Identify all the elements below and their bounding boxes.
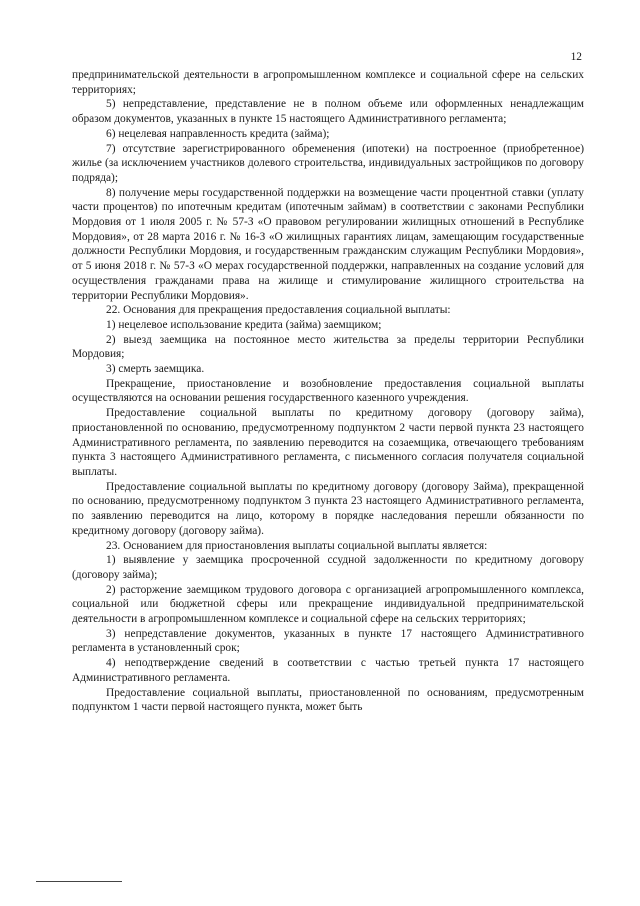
paragraph: 1) выявление у заемщика просроченной ссудной задолженности по кредитному договору (договору займа); [72,554,584,581]
paragraph: Предоставление социальной выплаты по кредитному договору (договору Займа), прекращенной по основанию, предусмотренному подпунктом 3 пункта 23 настоящего Административного регламента, по заявлению переводится на лицо, которому в порядке наследования перешли обязанности по кредитному договору (договору займа). [72,480,584,537]
paragraph: 2) расторжение заемщиком трудового договора с организацией агропромышленного комплекса, социальной или бюджетной сферы или прекращение индивидуальной предпринимательской деятельности в агропромышленном комплексе и социальной сфере на сельских территориях; [72,583,584,626]
paragraph: 3) непредставление документов, указанных в пункте 17 настоящего Административного регламента в установленный срок; [72,627,584,655]
paragraph: 4) неподтверждение сведений в соответствии с частью третьей пункта 17 настоящего Административного регламента. [72,657,584,684]
document-body [72,68,584,715]
paragraph: 6) нецелевая направленность кредита (займа); [106,127,330,140]
footer-rule [36,881,122,882]
paragraph: 2) выезд заемщика на постоянное место жительства за пределы территории Республики Мордовия; [72,333,584,361]
paragraph: Предоставление социальной выплаты, приостановленной по основаниям, предусмотренным подпунктом 1 части первой настоящего пункта, может быть [72,686,584,714]
page-number: 12 [570,51,582,63]
paragraph: Предоставление социальной выплаты по кредитному договору (договору займа), приостановленной по основанию, предусмотренному подпунктом 2 части первой пункта 23 настоящего Административного регламента, по заявлению переводится на созаемщика, отвечающего требованиям пункта 3 настоящего Административного регламента, с письменного согласия получателя социальной выплаты. [72,407,584,478]
paragraph: Прекращение, приостановление и возобновление предоставления социальной выплаты осуществляются на основании решения государственного казенного учреждения. [72,377,584,405]
paragraph: 3) смерть заемщика. [106,363,205,376]
paragraph: 22. Основания для прекращения предоставления социальной выплаты: [106,304,451,317]
paragraph: 23. Основанием для приостановления выплаты социальной выплаты является: [106,539,488,552]
paragraph: 1) нецелевое использование кредита (займа) заемщиком; [106,318,382,331]
paragraph: 8) получение меры государственной поддержки на возмещение части процентной ставки (уплату части процентов) по ипотечным кредитам (ипотечным займам) в соответствии с законами Республики Мордовия от 1 июля 2005 г. № 57-З «О правовом регулировании жилищных отношений в Республике Мордовия», от 28 марта 2016 г. № 16-З «О жилищных гарантиях лицам, замещающим государственные должности Республики Мордовия, и государственным гражданским служащим Республики Мордовия», от 5 июня 2018 г. № 57-З «О мерах государственной поддержки, направленных на создание условий для осуществления гражданами права на жилище и стимулирование жилищного строительства на территории Республики Мордовия». [72,186,584,302]
paragraph: 5) непредставление, представление не в полном объеме или оформленных ненадлежащим образом документов, указанных в пункте 15 настоящего Административного регламента; [72,98,584,126]
paragraph: 7) отсутствие зарегистрированного обременения (ипотеки) на построенное (приобретенное) жилье (за исключением участников долевого строительства, индивидуальных застройщиков по договору подряда); [72,142,584,184]
paragraph: предпринимательской деятельности в агропромышленном комплексе и социальной сфере на сельских территориях; [72,69,584,96]
